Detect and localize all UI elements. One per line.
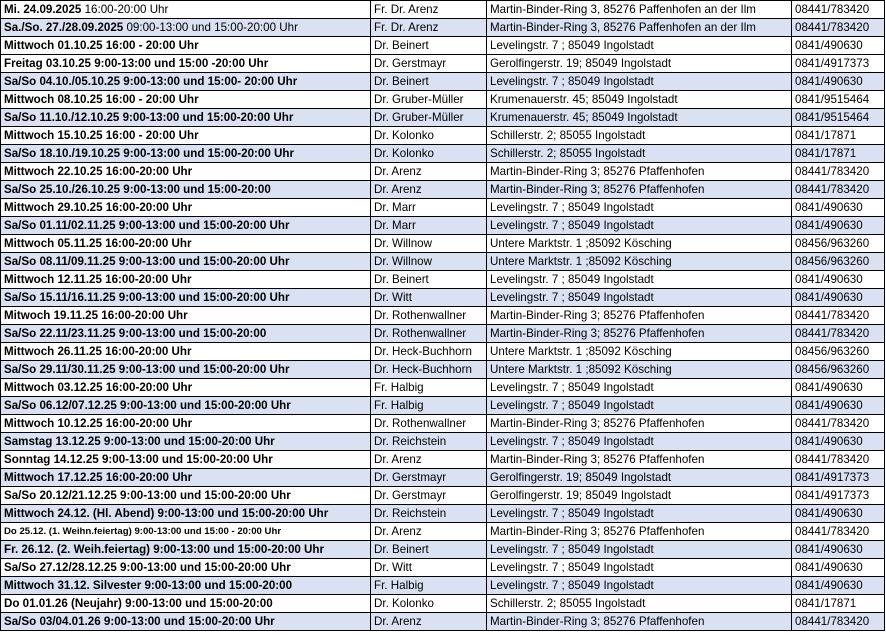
cell-date-time: [1, 415, 371, 433]
cell-address: Schillerstr. 2; 85055 Ingolstadt: [487, 127, 792, 145]
cell-date-time: [1, 289, 371, 307]
cell-phone: 08441/783420: [792, 523, 885, 541]
cell-doctor: Dr. Witt: [371, 559, 487, 577]
date-label: Sa/So 22.11/23.11.25 9:00-13:00 und 15:00-20:00: [4, 327, 267, 340]
cell-phone: 0841/490630: [792, 379, 885, 397]
cell-phone: 08456/963260: [792, 361, 885, 379]
cell-address: Untere Marktstr. 1 ;85092 Kösching: [487, 235, 792, 253]
cell-doctor: Dr. Beinert: [371, 271, 487, 289]
cell-date-time: [1, 253, 371, 271]
cell-address: Martin-Binder-Ring 3; 85276 Pfaffenhofen: [487, 613, 792, 631]
table-row: [1, 235, 885, 253]
table-row: [1, 307, 885, 325]
table-row: [1, 127, 885, 145]
cell-address: Krumenauerstr. 45; 85049 Ingolstadt: [487, 109, 792, 127]
cell-date-time: [1, 505, 371, 523]
cell-address: Gerolfingerstr. 19; 85049 Ingolstadt: [487, 469, 792, 487]
cell-doctor: Dr. Kolonko: [371, 595, 487, 613]
table-row: [1, 415, 885, 433]
cell-phone: 0841/17871: [792, 145, 885, 163]
cell-doctor: Dr. Gerstmayr: [371, 487, 487, 505]
cell-date-time: [1, 271, 371, 289]
cell-date-time: [1, 325, 371, 343]
date-label: Sa/So 04.10./05.10.25 9:00-13:00 und 15:00- 20:00 Uhr: [4, 75, 298, 88]
cell-doctor: Dr. Gruber-Müller: [371, 109, 487, 127]
cell-date-time: [1, 451, 371, 469]
cell-doctor: Fr. Halbig: [371, 577, 487, 595]
cell-phone: 0841/490630: [792, 37, 885, 55]
cell-date-time: [1, 91, 371, 109]
date-label: Mittwoch 05.11.25 16:00-20:00 Uhr: [4, 237, 192, 250]
cell-address: Levelingstr. 7 ; 85049 Ingolstadt: [487, 379, 792, 397]
cell-doctor: Dr. Witt: [371, 289, 487, 307]
cell-doctor: Dr. Reichstein: [371, 505, 487, 523]
cell-doctor: Dr. Kolonko: [371, 127, 487, 145]
schedule-body: [1, 1, 885, 631]
table-row: [1, 1, 885, 19]
cell-address: Levelingstr. 7 ; 85049 Ingolstadt: [487, 559, 792, 577]
cell-phone: 0841/4917373: [792, 469, 885, 487]
date-label: Mittwoch 01.10.25 16:00 - 20:00 Uhr: [4, 39, 199, 52]
date-label: Samstag 13.12.25 9:00-13:00 und 15:00-20:00 Uhr: [4, 435, 275, 448]
cell-date-time: [1, 37, 371, 55]
cell-phone: 0841/4917373: [792, 55, 885, 73]
cell-address: Martin-Binder-Ring 3; 85276 Pfaffenhofen: [487, 451, 792, 469]
date-label: Mittwoch 26.11.25 16:00-20:00 Uhr: [4, 345, 192, 358]
cell-date-time: [1, 55, 371, 73]
date-label: Sonntag 14.12.25 9:00-13:00 und 15:00-20:00 Uhr: [4, 453, 273, 466]
cell-doctor: Dr. Arenz: [371, 163, 487, 181]
cell-phone: 0841/490630: [792, 397, 885, 415]
table-row: [1, 397, 885, 415]
cell-doctor: Dr. Heck-Buchhorn: [371, 343, 487, 361]
cell-address: Levelingstr. 7 ; 85049 Ingolstadt: [487, 217, 792, 235]
date-label: Do 01.01.26 (Neujahr) 9:00-13:00 und 15:00-20:00: [4, 597, 273, 610]
cell-address: Levelingstr. 7 ; 85049 Ingolstadt: [487, 397, 792, 415]
cell-phone: 0841/17871: [792, 127, 885, 145]
cell-doctor: Dr. Kolonko: [371, 145, 487, 163]
cell-doctor: Fr. Dr. Arenz: [371, 19, 487, 37]
date-label: Mittwoch 17.12.25 16:00-20:00 Uhr: [4, 471, 193, 484]
date-label: Mittwoch 03.12.25 16:00-20:00 Uhr: [4, 381, 193, 394]
cell-phone: 08441/783420: [792, 307, 885, 325]
cell-address: Martin-Binder-Ring 3, 85276 Paffenhofen an der Ilm: [487, 19, 792, 37]
cell-doctor: Dr. Willnow: [371, 235, 487, 253]
table-row: [1, 523, 885, 541]
cell-date-time: [1, 397, 371, 415]
cell-phone: 0841/9515464: [792, 91, 885, 109]
date-label: Mittwoch 29.10.25 16:00-20:00 Uhr: [4, 201, 193, 214]
cell-date-time: [1, 127, 371, 145]
cell-address: Levelingstr. 7 ; 85049 Ingolstadt: [487, 433, 792, 451]
cell-doctor: Dr. Rothenwallner: [371, 307, 487, 325]
cell-phone: 08441/783420: [792, 1, 885, 19]
cell-address: Gerolfingerstr. 19; 85049 Ingolstadt: [487, 487, 792, 505]
table-row: [1, 361, 885, 379]
table-row: [1, 199, 885, 217]
date-label: Freitag 03.10.25 9:00-13:00 und 15:00 -20:00 Uhr: [4, 57, 269, 70]
cell-address: Schillerstr. 2; 85055 Ingolstadt: [487, 595, 792, 613]
cell-date-time: [1, 595, 371, 613]
table-row: [1, 379, 885, 397]
cell-phone: 0841/490630: [792, 73, 885, 91]
date-label: Sa/So 27.12/28.12.25 9:00-13:00 und 15:00-20:00 Uhr: [4, 561, 291, 574]
cell-phone: 0841/490630: [792, 505, 885, 523]
table-row: [1, 487, 885, 505]
date-label: Sa/So 08.11/09.11.25 9:00-13:00 und 15:00-20:00 Uhr: [4, 255, 290, 268]
table-row: [1, 181, 885, 199]
cell-doctor: Dr. Reichstein: [371, 433, 487, 451]
table-row: [1, 595, 885, 613]
cell-phone: 0841/490630: [792, 577, 885, 595]
cell-address: Untere Marktstr. 1 ;85092 Kösching: [487, 361, 792, 379]
date-label: Do 25.12. (1. Weihn.feiertag) 9:00-13:00 und 15:00 - 20:00 Uhr: [4, 526, 282, 537]
cell-doctor: Dr. Beinert: [371, 37, 487, 55]
date-label: Mittwoch 12.11.25 16:00-20:00 Uhr: [4, 273, 192, 286]
cell-phone: 08456/963260: [792, 343, 885, 361]
cell-address: Untere Marktstr. 1 ;85092 Kösching: [487, 253, 792, 271]
cell-phone: 08441/783420: [792, 325, 885, 343]
table-row: [1, 451, 885, 469]
table-row: [1, 469, 885, 487]
date-label: Sa/So 20.12/21.12.25 9:00-13:00 und 15:00-20:00 Uhr: [4, 489, 291, 502]
cell-address: Martin-Binder-Ring 3; 85276 Pfaffenhofen: [487, 163, 792, 181]
date-label: Mittwoch 22.10.25 16:00-20:00 Uhr: [4, 165, 193, 178]
cell-address: Levelingstr. 7 ; 85049 Ingolstadt: [487, 577, 792, 595]
cell-doctor: Dr. Marr: [371, 199, 487, 217]
date-label: Sa/So 06.12/07.12.25 9:00-13:00 und 15:00-20:00 Uhr: [4, 399, 291, 412]
cell-address: Levelingstr. 7 ; 85049 Ingolstadt: [487, 289, 792, 307]
cell-address: Levelingstr. 7 ; 85049 Ingolstadt: [487, 505, 792, 523]
table-row: [1, 73, 885, 91]
table-row: [1, 37, 885, 55]
table-row: [1, 217, 885, 235]
cell-phone: 08441/783420: [792, 163, 885, 181]
cell-phone: 08441/783420: [792, 19, 885, 37]
cell-phone: 0841/490630: [792, 217, 885, 235]
cell-doctor: Dr. Beinert: [371, 73, 487, 91]
date-label: Mittwoch 24.12. (Hl. Abend) 9:00-13:00 und 15:00-20:00 Uhr: [4, 507, 329, 520]
cell-doctor: Dr. Rothenwallner: [371, 415, 487, 433]
cell-phone: 08456/963260: [792, 253, 885, 271]
cell-date-time: [1, 379, 371, 397]
date-label: Sa/So 18.10./19.10.25 9:00-13:00 und 15:00-20:00 Uhr: [4, 147, 295, 160]
cell-date-time: [1, 145, 371, 163]
cell-date-time: [1, 523, 371, 541]
table-row: [1, 19, 885, 37]
cell-phone: 0841/17871: [792, 595, 885, 613]
cell-doctor: Dr. Heck-Buchhorn: [371, 361, 487, 379]
table-row: [1, 271, 885, 289]
cell-address: Martin-Binder-Ring 3; 85276 Pfaffenhofen: [487, 307, 792, 325]
cell-doctor: Dr. Arenz: [371, 181, 487, 199]
date-label: Mittwoch 31.12. Silvester 9:00-13:00 und 15:00-20:00: [4, 579, 293, 592]
cell-phone: 0841/9515464: [792, 109, 885, 127]
cell-date-time: [1, 307, 371, 325]
date-label: Sa/So 11.10./12.10.25 9:00-13:00 und 15:00-20:00 Uhr: [4, 111, 294, 124]
cell-date-time: [1, 487, 371, 505]
cell-doctor: Fr. Halbig: [371, 379, 487, 397]
cell-address: Gerolfingerstr. 19; 85049 Ingolstadt: [487, 55, 792, 73]
cell-address: Martin-Binder-Ring 3; 85276 Pfaffenhofen: [487, 181, 792, 199]
date-label: Mittwoch 15.10.25 16:00 - 20:00 Uhr: [4, 129, 199, 142]
cell-date-time: [1, 433, 371, 451]
cell-phone: 08441/783420: [792, 181, 885, 199]
table-row: [1, 91, 885, 109]
cell-phone: 08441/783420: [792, 613, 885, 631]
cell-date-time: [1, 19, 371, 37]
table-row: [1, 163, 885, 181]
table-row: [1, 577, 885, 595]
cell-date-time: [1, 469, 371, 487]
cell-doctor: Dr. Rothenwallner: [371, 325, 487, 343]
date-label: Sa/So 03/04.01.26 9:00-13:00 und 15:00-20:00 Uhr: [4, 615, 275, 628]
cell-phone: 0841/490630: [792, 559, 885, 577]
cell-phone: 0841/490630: [792, 433, 885, 451]
cell-address: Levelingstr. 7 ; 85049 Ingolstadt: [487, 73, 792, 91]
cell-date-time: [1, 1, 371, 19]
cell-phone: 08456/963260: [792, 235, 885, 253]
cell-doctor: Dr. Beinert: [371, 541, 487, 559]
date-label: Mi. 24.09.2025: [4, 3, 82, 16]
cell-date-time: [1, 109, 371, 127]
cell-date-time: [1, 559, 371, 577]
table-row: [1, 109, 885, 127]
cell-date-time: [1, 217, 371, 235]
cell-doctor: Dr. Marr: [371, 217, 487, 235]
table-row: [1, 505, 885, 523]
cell-date-time: [1, 235, 371, 253]
cell-doctor: Fr. Dr. Arenz: [371, 1, 487, 19]
table-row: [1, 343, 885, 361]
date-label: Sa./So. 27./28.09.2025: [4, 21, 124, 34]
cell-date-time: [1, 577, 371, 595]
cell-address: Levelingstr. 7 ; 85049 Ingolstadt: [487, 37, 792, 55]
cell-address: Untere Marktstr. 1 ;85092 Kösching: [487, 343, 792, 361]
date-label: Sa/So 01.11/02.11.25 9:00-13:00 und 15:00-20:00 Uhr: [4, 219, 290, 232]
time-label: 09:00-13:00 und 15:00-20:00 Uhr: [123, 21, 298, 34]
date-label: Sa/So 29.11/30.11.25 9:00-13:00 und 15:00-20:00 Uhr: [4, 363, 290, 376]
cell-phone: 0841/490630: [792, 199, 885, 217]
table-row: [1, 613, 885, 631]
cell-date-time: [1, 613, 371, 631]
cell-phone: 0841/490630: [792, 289, 885, 307]
cell-doctor: Dr. Gerstmayr: [371, 469, 487, 487]
cell-date-time: [1, 163, 371, 181]
cell-date-time: [1, 541, 371, 559]
cell-address: Martin-Binder-Ring 3; 85276 Pfaffenhofen: [487, 325, 792, 343]
table-row: [1, 145, 885, 163]
date-label: Sa/So 15.11/16.11.25 9:00-13:00 und 15:00-20:00 Uhr: [4, 291, 290, 304]
date-label: Fr. 26.12. (2. Weih.feiertag) 9:00-13:00 und 15:00-20:00 Uhr: [4, 543, 325, 556]
date-label: Mittwoch 08.10.25 16:00 - 20:00 Uhr: [4, 93, 199, 106]
cell-date-time: [1, 361, 371, 379]
cell-address: Schillerstr. 2; 85055 Ingolstadt: [487, 145, 792, 163]
cell-address: Krumenauerstr. 45; 85049 Ingolstadt: [487, 91, 792, 109]
table-row: [1, 433, 885, 451]
table-row: [1, 325, 885, 343]
cell-phone: 08441/783420: [792, 451, 885, 469]
cell-doctor: Dr. Arenz: [371, 613, 487, 631]
time-label: 16:00-20:00 Uhr: [81, 3, 169, 16]
cell-doctor: Dr. Gruber-Müller: [371, 91, 487, 109]
cell-doctor: Dr. Arenz: [371, 451, 487, 469]
cell-doctor: Dr. Willnow: [371, 253, 487, 271]
date-label: Mittwoch 10.12.25 16:00-20:00 Uhr: [4, 417, 193, 430]
cell-date-time: [1, 73, 371, 91]
cell-address: Levelingstr. 7 ; 85049 Ingolstadt: [487, 271, 792, 289]
cell-date-time: [1, 343, 371, 361]
cell-date-time: [1, 181, 371, 199]
table-row: [1, 253, 885, 271]
cell-doctor: Dr. Arenz: [371, 523, 487, 541]
cell-phone: 0841/490630: [792, 271, 885, 289]
table-row: [1, 289, 885, 307]
cell-doctor: Dr. Gerstmayr: [371, 55, 487, 73]
cell-phone: 0841/490630: [792, 541, 885, 559]
cell-address: Martin-Binder-Ring 3; 85276 Pfaffenhofen: [487, 523, 792, 541]
cell-address: Levelingstr. 7 ; 85049 Ingolstadt: [487, 199, 792, 217]
cell-address: Levelingstr. 7 ; 85049 Ingolstadt: [487, 541, 792, 559]
table-row: [1, 55, 885, 73]
date-label: Mitwoch 19.11.25 16:00-20:00 Uhr: [4, 309, 188, 322]
cell-phone: 0841/4917373: [792, 487, 885, 505]
cell-doctor: Fr. Halbig: [371, 397, 487, 415]
cell-address: Martin-Binder-Ring 3; 85276 Pfaffenhofen: [487, 415, 792, 433]
cell-phone: 08441/783420: [792, 415, 885, 433]
table-row: [1, 541, 885, 559]
table-row: [1, 559, 885, 577]
cell-address: Martin-Binder-Ring 3, 85276 Paffenhofen an der Ilm: [487, 1, 792, 19]
cell-date-time: [1, 199, 371, 217]
date-label: Sa/So 25.10./26.10.25 9:00-13:00 und 15:00-20:00: [4, 183, 271, 196]
